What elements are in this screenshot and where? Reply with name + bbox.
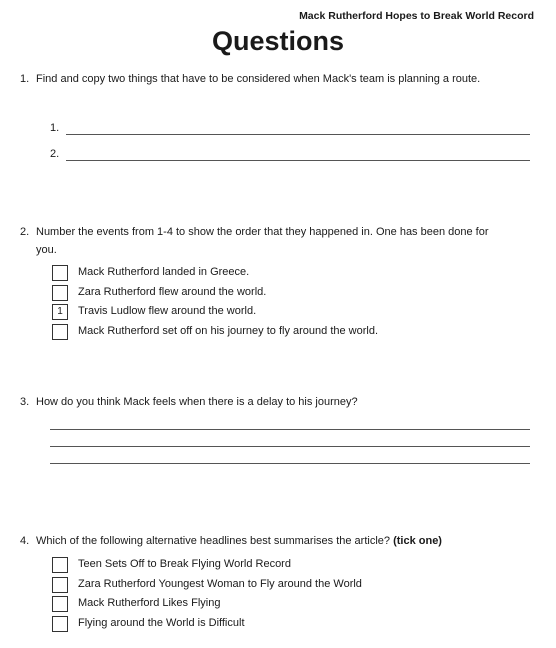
question-number: 2. — [20, 226, 30, 238]
tick-box[interactable] — [52, 596, 68, 612]
answer-line[interactable] — [50, 463, 530, 464]
document-header: Mack Rutherford Hopes to Break World Record — [299, 10, 534, 22]
answer-rule — [66, 134, 530, 135]
question-2 — [20, 223, 502, 259]
tick-box[interactable] — [52, 557, 68, 573]
option-text: Teen Sets Off to Break Flying World Record — [78, 558, 291, 570]
question-text: Number the events from 1-4 to show the order that they happened in. One has been done for you. — [36, 226, 489, 256]
tick-one-instruction: (tick one) — [393, 535, 442, 547]
question-4 — [20, 532, 502, 550]
question-3 — [20, 393, 502, 411]
answer-line[interactable] — [50, 429, 530, 430]
answer-line-label: 2. — [50, 148, 60, 160]
option-text: Mack Rutherford Likes Flying — [78, 597, 221, 609]
option-text: Travis Ludlow flew around the world. — [78, 305, 257, 317]
question-number: 4. — [20, 535, 30, 547]
tick-box[interactable] — [52, 577, 68, 593]
page-title: Questions — [211, 26, 345, 56]
question-text: How do you think Mack feels when there is a delay to his journey? — [36, 396, 358, 408]
option-text: Zara Rutherford Youngest Woman to Fly around the World — [78, 578, 362, 590]
question-text: Find and copy two things that have to be considered when Mack's team is planning a route. — [36, 73, 481, 85]
question-1 — [20, 70, 502, 88]
option-text: Zara Rutherford flew around the world. — [78, 286, 267, 298]
answer-line-label: 1. — [50, 122, 60, 134]
answer-rule — [66, 160, 530, 161]
option-text: Mack Rutherford set off on his journey to fly around the world. — [78, 325, 379, 337]
option-text: Flying around the World is Difficult — [78, 617, 245, 629]
number-box[interactable] — [52, 265, 68, 281]
question-text: Which of the following alternative headlines best summarises the article? — [36, 535, 391, 547]
tick-box[interactable] — [52, 616, 68, 632]
number-box[interactable] — [52, 324, 68, 340]
answer-line[interactable] — [50, 446, 530, 447]
option-text: Mack Rutherford landed in Greece. — [78, 266, 250, 278]
number-box[interactable] — [52, 285, 68, 301]
question-number: 3. — [20, 396, 30, 408]
question-number: 1. — [20, 73, 30, 85]
number-box[interactable]: 1 — [52, 304, 68, 320]
